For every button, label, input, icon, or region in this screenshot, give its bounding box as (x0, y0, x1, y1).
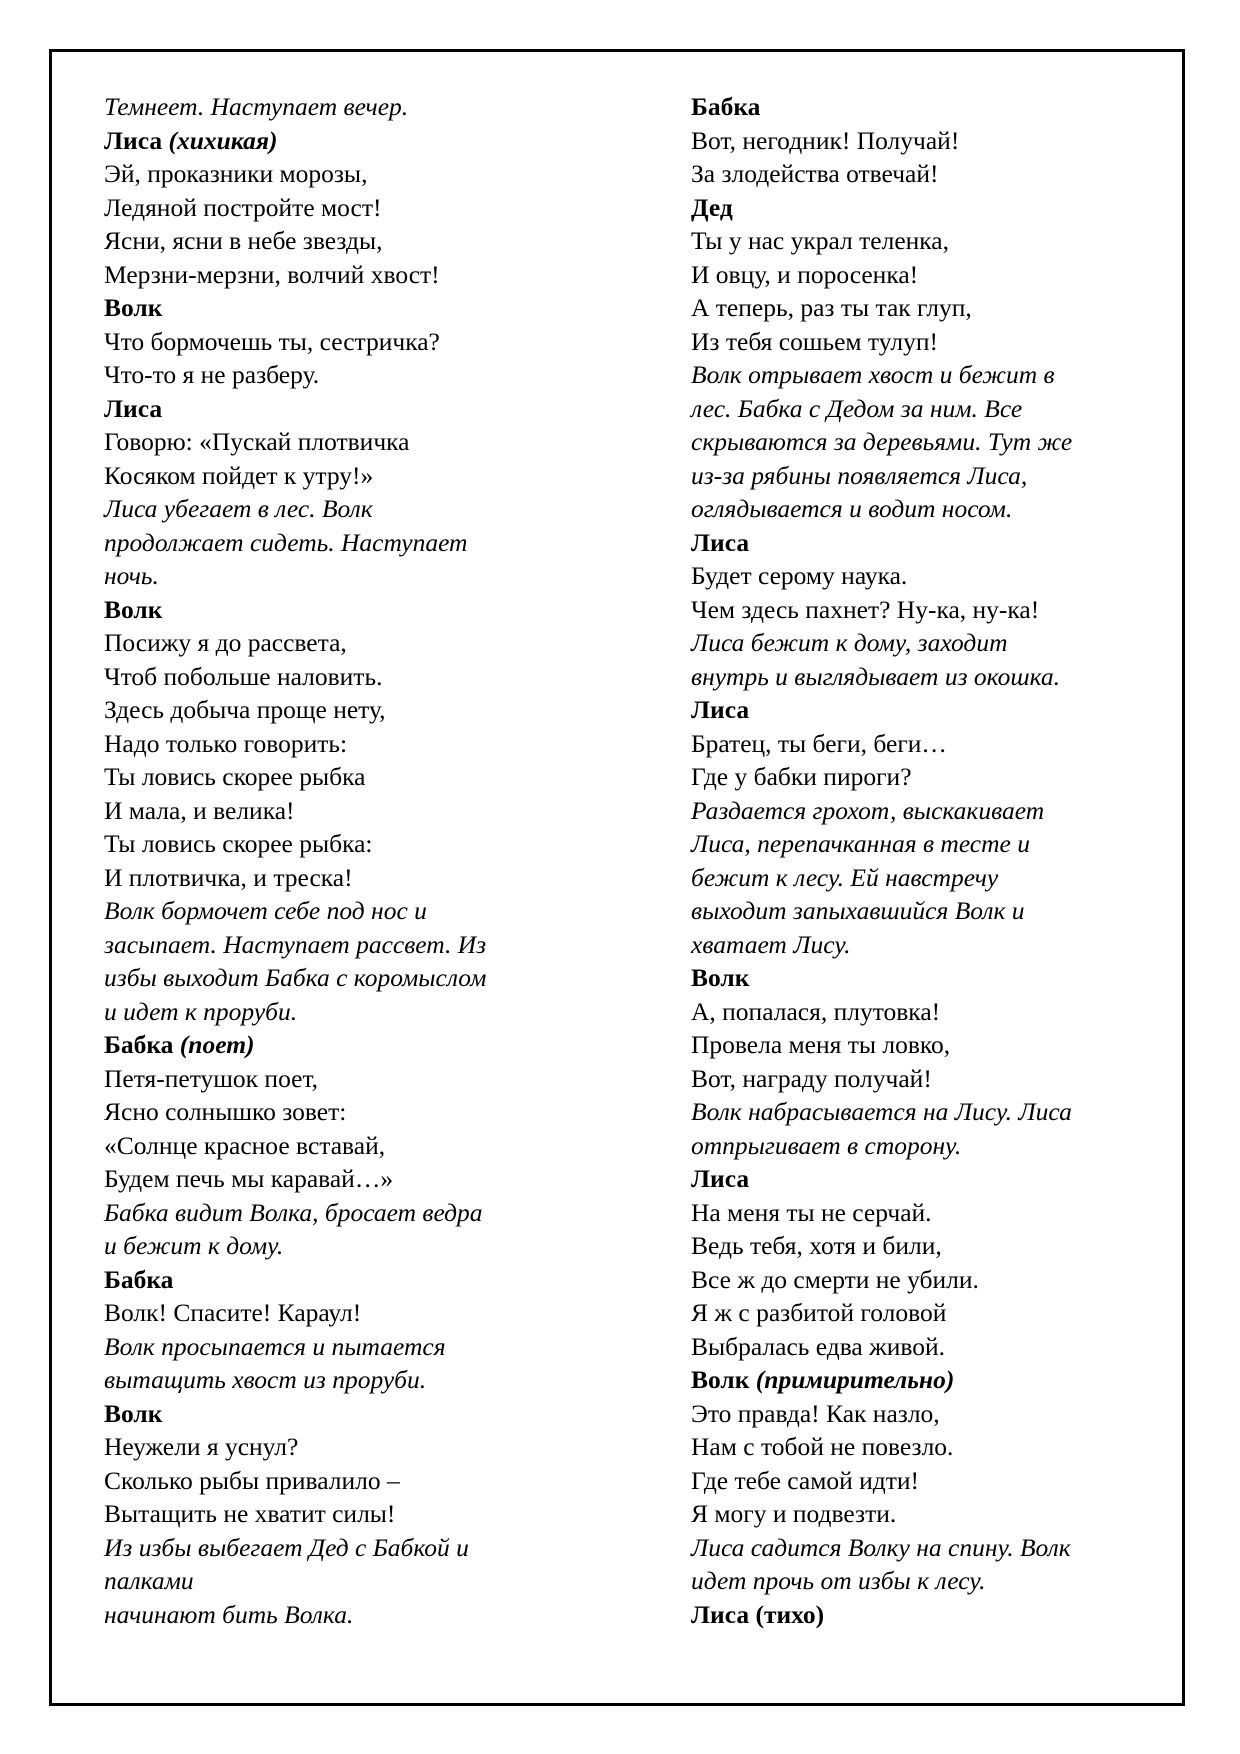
verse-line: Ведь тебя, хотя и били, (691, 1231, 942, 1260)
stage-direction: продолжает сидеть. Наступает (104, 527, 468, 557)
stage-direction: Лиса, перепачканная в тесте и (691, 829, 1030, 858)
stage-direction: засыпает. Наступает рассвет. Из (104, 929, 487, 959)
speaker-name (691, 90, 1161, 124)
verse-line: Ледяной постройте мост! (104, 192, 382, 222)
stage-direction: лес. Бабка с Дедом за ним. Все (691, 393, 1023, 423)
stage-direction: бежит к лесу. Ей навстречу (691, 862, 999, 892)
speaker-label: Лиса (691, 1164, 750, 1193)
verse-line: Чтоб побольше наловить. (104, 661, 383, 691)
verse-line: Волк! Спасите! Караул! (104, 1298, 362, 1327)
verse-line: Посижу я до рассвета, (104, 628, 347, 657)
verse-line: Вот, негодник! Получай! (691, 125, 960, 155)
speaker-name (104, 1263, 574, 1297)
speaker-name (691, 1162, 1161, 1196)
stage-direction: Бабка видит Волка, бросает ведра (104, 1197, 483, 1227)
verse-line: Чем здесь пахнет? Ну-ка, ну-ка! (691, 594, 1040, 624)
verse-line: Выбралась едва живой. (691, 1331, 946, 1361)
speaker-name (104, 1397, 574, 1431)
stage-direction: Лиса бежит к дому, заходит (691, 628, 1008, 657)
stage-direction: выходит запыхавшийся Волк и (691, 896, 1025, 925)
verse-line: Ясно солнышко зовет: (104, 1097, 347, 1126)
verse-line: Я могу и подвезти. (691, 1499, 897, 1528)
speaker-name (691, 1598, 1161, 1632)
verse-line: Это правда! Как назло, (691, 1398, 940, 1428)
stage-direction: скрываются за деревьями. Тут же (691, 427, 1073, 456)
verse-line: А теперь, раз ты так глуп, (691, 293, 972, 322)
verse-line: И овцу, и поросенка! (691, 259, 919, 289)
speaker-direction: (примирительно) (755, 1365, 955, 1394)
speaker-label: Волк (104, 594, 163, 624)
verse-line: Мерзни-мерзни, волчий хвост! (104, 259, 440, 289)
stage-direction: идет прочь от избы к лесу. (691, 1566, 986, 1595)
right-column (691, 90, 1161, 1631)
speaker-direction: (хихикая) (168, 125, 278, 155)
speaker-label: Волк (104, 1398, 163, 1428)
speaker-name (104, 124, 574, 158)
speaker-label: Бабка (691, 92, 761, 121)
verse-line: За злодейства отвечай! (691, 159, 939, 188)
stage-direction: из-за рябины появляется Лиса, (691, 460, 1028, 490)
stage-direction: и бежит к дому. (104, 1231, 284, 1260)
verse-line: Все ж до смерти не убили. (691, 1264, 979, 1294)
stage-direction: Темнеет. Наступает вечер. (104, 92, 409, 121)
verse-line: Что-то я не разберу. (104, 360, 320, 389)
speaker-name (104, 593, 574, 627)
speaker-label: Лиса (тихо) (691, 1599, 825, 1629)
speaker-label: Бабка (104, 1264, 174, 1294)
stage-direction: Волк бормочет себе под нос и (104, 896, 427, 925)
verse-line: Ты у нас украл теленка, (691, 226, 949, 255)
speaker-label: Лиса (691, 527, 750, 557)
stage-direction: Раздается грохот, выскакивает (691, 795, 1045, 825)
verse-line: Здесь добыча проще нету, (104, 695, 386, 724)
speaker-name (104, 1028, 574, 1062)
speaker-label: Лиса (104, 393, 163, 423)
speaker-direction: (поет) (179, 1030, 255, 1059)
verse-line: Я ж с разбитой головой (691, 1298, 947, 1327)
speaker-name (104, 392, 574, 426)
stage-direction: Волк просыпается и пытается (104, 1331, 446, 1361)
left-column (104, 90, 574, 1631)
stage-direction: отпрыгивает в сторону. (691, 1130, 962, 1160)
speaker-label: Волк (691, 1365, 750, 1394)
verse-line: Говорю: «Пускай плотвичка (104, 427, 410, 456)
stage-direction: вытащить хвост из проруби. (104, 1365, 427, 1394)
stage-direction: внутрь и выглядывает из окошка. (691, 661, 1061, 691)
verse-line: Косяком пойдет к утру!» (104, 460, 374, 490)
verse-line: Где тебе самой идти! (691, 1465, 920, 1495)
stage-direction: избы выходит Бабка с коромыслом (104, 963, 487, 992)
verse-line: Где у бабки пироги? (691, 762, 912, 791)
verse-line: Вот, награду получай! (691, 1063, 932, 1093)
verse-line: Ясни, ясни в небе звезды, (104, 226, 383, 255)
verse-line: Эй, проказники морозы, (104, 159, 368, 188)
verse-line: Будем печь мы каравай…» (104, 1164, 394, 1193)
stage-direction: Лиса убегает в лес. Волк (104, 494, 373, 523)
verse-line: Из тебя сошьем тулуп! (691, 326, 938, 356)
stage-direction: оглядывается и водит носом. (691, 494, 1013, 523)
verse-line: И плотвичка, и треска! (104, 862, 353, 892)
verse-line: Неужели я уснул? (104, 1432, 299, 1461)
speaker-label: Лиса (104, 125, 163, 155)
stage-direction: Волк отрывает хвост и бежит в (691, 360, 1055, 389)
speaker-label: Бабка (104, 1030, 174, 1059)
speaker-label: Волк (104, 293, 163, 322)
verse-line: «Солнце красное вставай, (104, 1130, 386, 1160)
verse-line: Вытащить не хватит силы! (104, 1499, 396, 1528)
speaker-name (691, 526, 1161, 560)
verse-line: Ты ловись скорее рыбка: (104, 829, 373, 858)
speaker-label: Лиса (691, 695, 750, 724)
stage-direction: ночь. (104, 561, 159, 590)
verse-line: Провела меня ты ловко, (691, 1030, 951, 1059)
verse-line: На меня ты не серчай. (691, 1197, 932, 1227)
speaker-label: Волк (691, 963, 750, 992)
stage-direction: хватает Лису. (691, 929, 851, 959)
verse-line: А, попалася, плутовка! (691, 996, 941, 1026)
speaker-name (104, 291, 574, 325)
speaker-name (691, 1363, 1161, 1397)
stage-direction: начинают бить Волка. (104, 1599, 354, 1629)
stage-direction: Лиса садится Волку на спину. Волк (691, 1532, 1071, 1562)
stage-direction: и идет к проруби. (104, 996, 298, 1026)
verse-line: Надо только говорить: (104, 728, 348, 758)
stage-direction: Волк набрасывается на Лису. Лиса (691, 1097, 1072, 1126)
verse-line: Будет серому наука. (691, 561, 908, 590)
stage-direction: палками (104, 1566, 194, 1595)
speaker-name (691, 961, 1161, 995)
speaker-name (691, 693, 1161, 727)
verse-line: Ты ловись скорее рыбка (104, 762, 366, 791)
verse-line: Братец, ты беги, беги… (691, 728, 947, 758)
stage-direction: Из избы выбегает Дед с Бабкой и (104, 1532, 469, 1562)
speaker-label: Дед (691, 192, 733, 222)
verse-line: Нам с тобой не повезло. (691, 1432, 954, 1461)
verse-line: И мала, и велика! (104, 795, 295, 825)
verse-line: Сколько рыбы привалило – (104, 1465, 400, 1495)
speaker-name (691, 191, 1161, 225)
verse-line: Петя-петушок поет, (104, 1063, 319, 1093)
verse-line: Что бормочешь ты, сестричка? (104, 326, 440, 356)
